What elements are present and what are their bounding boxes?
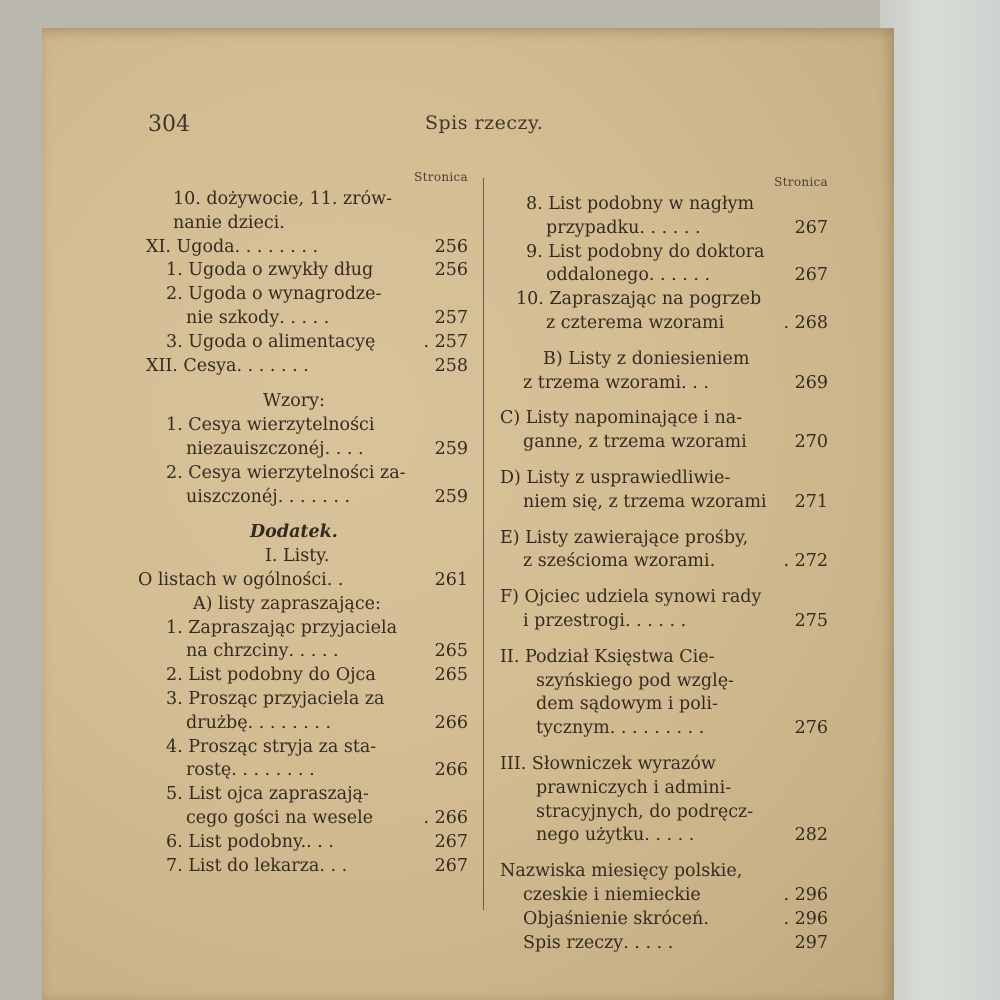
toc-page-number: 267	[794, 265, 828, 286]
entry-gap	[498, 455, 828, 467]
toc-line	[138, 307, 468, 331]
toc-line	[498, 312, 828, 336]
toc-entry-text: III. Słowniczek wyrazów	[500, 753, 716, 774]
dot-leader: . . .	[306, 831, 334, 852]
toc-entry-text: 1. Cesya wierzytelności	[166, 415, 375, 436]
dot-leader	[767, 491, 795, 515]
toc-entry-text: niezauiszczonéj	[186, 438, 325, 459]
toc-page-number: 261	[434, 569, 468, 590]
toc-entry-text: z sześcioma wzorami	[523, 551, 710, 572]
toc-line	[498, 372, 828, 396]
toc-line	[138, 640, 468, 664]
toc-entry-text: 1. Ugoda o zwykły dług	[166, 260, 374, 281]
dot-leader	[701, 884, 784, 908]
toc-line	[498, 193, 828, 217]
toc-entry-text: ganne, z trzema wzorami	[523, 432, 747, 453]
page-number: 304	[148, 112, 190, 137]
toc-entries-left	[138, 188, 468, 878]
toc-entry-text: 2. Cesya wierzytelności za-	[166, 462, 406, 483]
dot-leader	[747, 431, 795, 455]
toc-line	[138, 545, 468, 569]
toc-entry-text: uiszczonéj	[186, 486, 278, 507]
toc-line	[138, 807, 468, 831]
toc-line	[138, 855, 468, 879]
toc-entry-text: na chrzciny	[186, 641, 289, 662]
toc-page-number: 259	[434, 438, 468, 459]
toc-entry-text: C) Listy napominające i na-	[500, 408, 743, 429]
toc-page-number: 258	[434, 355, 468, 376]
dot-leader: . . .	[681, 372, 709, 393]
toc-entry-text: 2. List podobny do Ojca	[166, 665, 376, 686]
dot-leader: . . . .	[324, 438, 364, 459]
entry-gap	[498, 741, 828, 753]
dot-leader: . . . . . .	[639, 217, 701, 238]
toc-entry-text: 9. List podobny do doktora	[526, 241, 765, 262]
dot-leader: . . . . . . . .	[234, 236, 319, 257]
dot-leader: . . . . .	[288, 641, 339, 662]
dot-leader: . . .	[319, 855, 348, 876]
toc-page-number: 265	[434, 665, 468, 686]
toc-entry-text: nanie dzieci.	[173, 212, 285, 233]
toc-entry-text: 4. Prosząc stryja za sta-	[166, 736, 377, 757]
dot-leader: . . . . .	[623, 932, 674, 953]
toc-line	[498, 217, 828, 241]
toc-line	[498, 348, 828, 372]
toc-line	[498, 264, 828, 288]
toc-entry-text: czeskie i niemieckie	[523, 884, 701, 905]
toc-entry-text: D) Listy z usprawiedliwie-	[500, 467, 731, 488]
toc-entry-text: prawniczych i admini-	[536, 777, 732, 798]
toc-entry-text: oddalonego	[546, 265, 649, 286]
toc-entry-text: 2. Ugoda o wynagrodze-	[166, 284, 382, 305]
toc-page-number: 267	[434, 831, 468, 852]
toc-page-number: 266	[434, 760, 468, 781]
toc-page-number: 270	[794, 432, 828, 453]
dot-leader: . . . . . .	[648, 265, 711, 286]
toc-line	[138, 831, 468, 855]
column-header: Stronica	[414, 170, 468, 184]
toc-line	[138, 331, 468, 355]
toc-line	[138, 688, 468, 712]
entry-gap	[138, 378, 468, 390]
toc-entry-text: XI. Ugoda	[146, 236, 235, 257]
toc-page-number: 259	[434, 486, 468, 507]
toc-entry-text: z czterema wzorami	[546, 312, 725, 333]
toc-line	[498, 288, 828, 312]
toc-line	[498, 610, 828, 634]
toc-line	[498, 407, 828, 431]
toc-entry-text: 5. List ojca zapraszają-	[166, 784, 369, 805]
toc-line	[498, 693, 828, 717]
toc-line	[498, 932, 828, 956]
toc-line	[498, 241, 828, 265]
toc-line	[498, 717, 828, 741]
entry-gap	[498, 395, 828, 407]
toc-page-number: . 266	[423, 807, 468, 828]
toc-page-number: 267	[794, 217, 828, 238]
entry-gap	[138, 509, 468, 521]
toc-line	[498, 467, 828, 491]
dot-leader	[373, 259, 434, 283]
toc-entry-text: A) listy zapraszające:	[193, 593, 381, 614]
toc-page-number: 256	[434, 260, 468, 281]
toc-entry-text: F) Ojciec udziela synowi rady	[500, 587, 762, 608]
dot-leader	[376, 664, 435, 688]
toc-page-number: 275	[794, 610, 828, 631]
toc-line	[138, 236, 468, 260]
dot-leader	[724, 312, 783, 336]
toc-page-number: 267	[434, 855, 468, 876]
toc-entry-text: 3. Ugoda o alimentacyę	[166, 331, 376, 352]
toc-line	[498, 670, 828, 694]
dot-leader: . . . . .	[644, 825, 695, 846]
column-divider	[483, 178, 484, 910]
dot-leader: . . . . . .	[625, 610, 687, 631]
toc-entry-text: przypadku	[546, 217, 640, 238]
toc-entry-text: I. Listy.	[265, 546, 330, 567]
toc-line	[138, 438, 468, 462]
toc-entry-text: 10. dożywocie, 11. zrów-	[173, 189, 393, 209]
toc-page-number: . 296	[783, 908, 828, 929]
toc-line	[498, 824, 828, 848]
toc-line	[498, 646, 828, 670]
toc-entry-text: Nazwiska miesięcy polskie,	[500, 861, 743, 882]
toc-entry-text: tycznym	[536, 718, 610, 739]
toc-entry-text: niem się, z trzema wzorami	[523, 491, 767, 512]
dot-leader: . . . . . . . . .	[609, 718, 705, 739]
toc-entry-text: i przestrogi	[523, 610, 626, 631]
toc-line	[498, 860, 828, 884]
dot-leader: . . . . .	[279, 307, 330, 328]
toc-entry-text: stracyjnych, do podręcz-	[536, 801, 754, 822]
toc-line	[138, 283, 468, 307]
entry-gap	[498, 336, 828, 348]
toc-entry-text: szyńskiego pod wzglę-	[536, 670, 734, 691]
toc-page-number: 276	[794, 718, 828, 739]
dot-leader: . .	[326, 569, 344, 590]
entry-gap	[498, 634, 828, 646]
entry-gap	[498, 515, 828, 527]
toc-line	[138, 462, 468, 486]
toc-page-number: 266	[434, 712, 468, 733]
toc-line	[138, 414, 468, 438]
dot-leader: .	[709, 551, 716, 572]
toc-entry-text: 1. Zapraszając przyjaciela	[166, 617, 398, 638]
dot-leader: . . . . . . .	[277, 486, 351, 507]
dot-leader: . . . . . . .	[236, 355, 309, 376]
toc-entry-text: nie szkody	[186, 307, 280, 328]
toc-line	[498, 586, 828, 610]
toc-column-right	[498, 175, 828, 955]
toc-entry-text: XII. Cesya	[146, 355, 237, 376]
toc-line	[498, 753, 828, 777]
page-header	[0, 112, 1000, 142]
entry-gap	[498, 848, 828, 860]
toc-entry-text: B) Listy z doniesieniem	[543, 348, 750, 369]
toc-entry-text: II. Podział Księstwa Cie-	[500, 646, 715, 667]
toc-line	[138, 212, 468, 236]
toc-page-number: 271	[794, 491, 828, 512]
toc-entry-text: dem sądowym i poli-	[536, 694, 718, 715]
dot-leader	[373, 807, 423, 831]
toc-page-number: 257	[434, 307, 468, 328]
toc-entry-text: Dodatek.	[250, 522, 338, 543]
toc-page-number: 256	[434, 236, 468, 257]
toc-line	[138, 390, 468, 414]
toc-line	[138, 259, 468, 283]
toc-entry-text: Objaśnienie skróceń	[523, 908, 704, 929]
toc-line	[138, 617, 468, 641]
toc-entry-text: O listach w ogólności	[138, 569, 327, 590]
toc-entry-text: 8. List podobny w nagłym	[526, 194, 755, 214]
toc-entry-text: drużbę	[186, 712, 248, 733]
background-right	[880, 0, 1000, 1000]
toc-entry-text: rostę	[186, 760, 232, 781]
toc-line	[138, 736, 468, 760]
toc-line	[138, 783, 468, 807]
toc-page-number: 282	[794, 825, 828, 846]
toc-line	[138, 486, 468, 510]
toc-line	[138, 188, 468, 212]
toc-page-number: . 257	[423, 331, 468, 352]
toc-entry-text: cego gości na wesele	[186, 807, 374, 828]
toc-entry-text: z trzema wzorami	[523, 372, 682, 393]
toc-line	[498, 491, 828, 515]
toc-column-left	[138, 170, 468, 878]
dot-leader: . . . . . . . .	[231, 760, 315, 781]
toc-page-number: 265	[434, 641, 468, 662]
dot-leader	[375, 331, 423, 355]
toc-line	[498, 550, 828, 574]
toc-line	[498, 777, 828, 801]
toc-line	[138, 521, 468, 545]
toc-page-number: 297	[794, 932, 828, 953]
toc-entry-text: 6. List podobny.	[166, 831, 307, 852]
toc-line	[138, 593, 468, 617]
toc-line	[138, 355, 468, 379]
toc-entry-text: E) Listy zawierające prośby,	[500, 527, 749, 548]
column-header: Stronica	[774, 175, 828, 189]
toc-entry-text: Wzory:	[263, 391, 325, 412]
toc-line	[498, 908, 828, 932]
toc-entry-text: 3. Prosząc przyjaciela za	[166, 688, 385, 709]
toc-entry-text: 10. Zapraszając na pogrzeb	[516, 289, 762, 310]
toc-line	[498, 431, 828, 455]
dot-leader: .	[703, 908, 709, 929]
toc-page-number: . 272	[783, 551, 828, 572]
toc-line	[498, 527, 828, 551]
toc-line	[138, 569, 468, 593]
page-title: Spis rzeczy.	[425, 112, 544, 134]
toc-page-number: 269	[794, 372, 828, 393]
toc-entry-text: Spis rzeczy	[523, 932, 624, 953]
toc-entry-text: nego użytku	[536, 825, 645, 846]
toc-entries-right	[498, 193, 828, 955]
dot-leader: . . . . . . . .	[247, 712, 332, 733]
toc-line	[498, 884, 828, 908]
toc-line	[498, 801, 828, 825]
toc-line	[138, 712, 468, 736]
entry-gap	[498, 574, 828, 586]
toc-page-number: . 296	[783, 884, 828, 905]
toc-entry-text: 7. List do lekarza	[166, 855, 320, 876]
toc-page-number: . 268	[783, 312, 828, 333]
toc-line	[138, 759, 468, 783]
toc-line	[138, 664, 468, 688]
